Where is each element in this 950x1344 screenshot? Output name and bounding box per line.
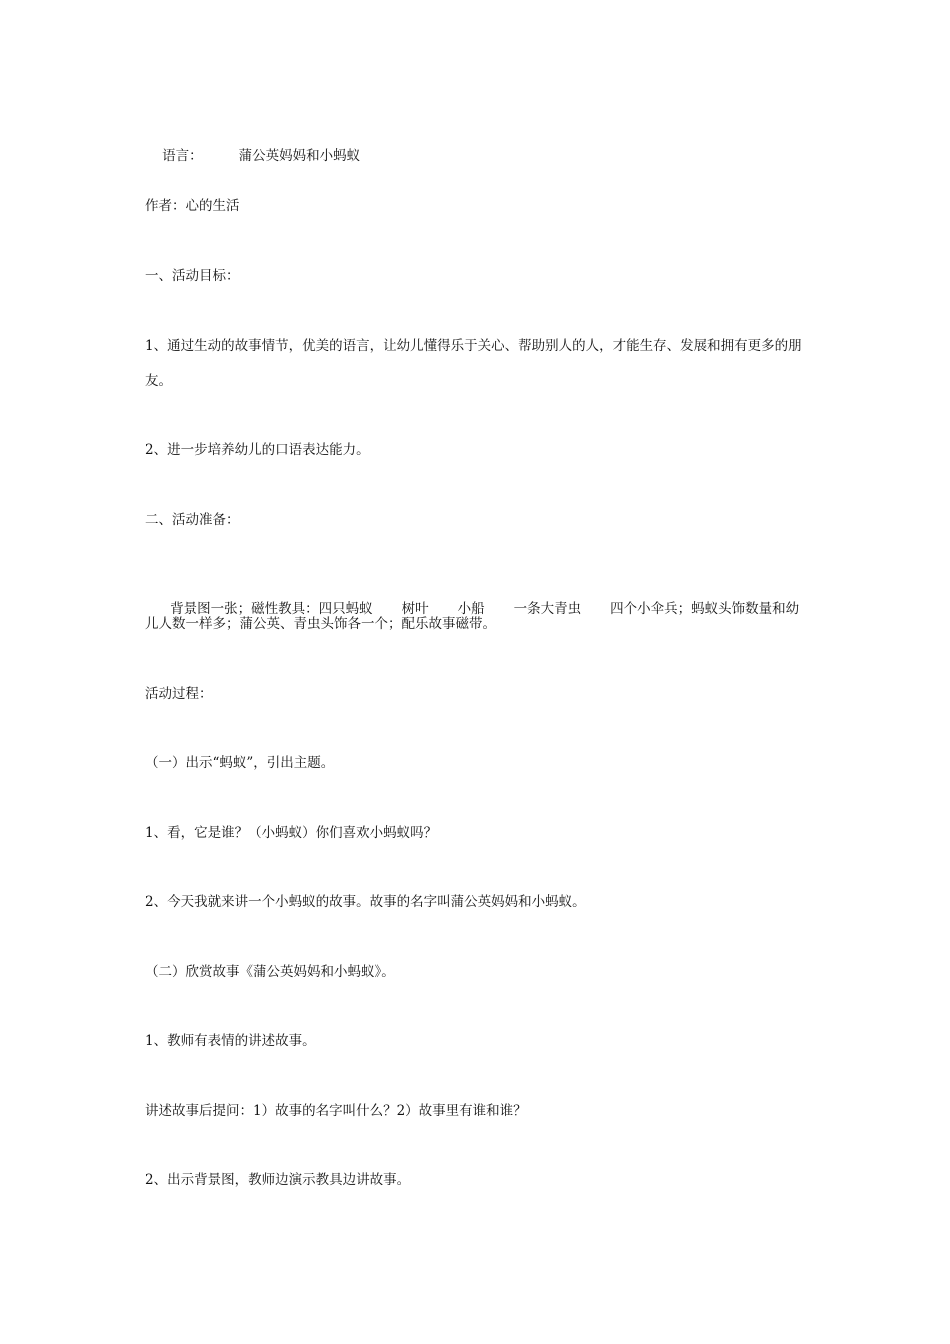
title-line <box>145 126 360 186</box>
preparation-line-2: 儿人数一样多；蒲公英、青虫头饰各一个；配乐故事磁带。 <box>145 616 496 632</box>
preparation-part-5: 四个小伞兵；蚂蚁头饰数量和幼 <box>610 601 800 617</box>
preparation-part-2: 树叶 <box>401 601 429 617</box>
title-label: 语言： <box>162 148 203 164</box>
preparation-part-1: 背景图一张；磁性教具：四只蚂蚁 <box>170 601 373 617</box>
document-title: 蒲公英妈妈和小蚂蚁 <box>238 148 361 164</box>
section-heading-goals: 一、活动目标： <box>145 268 240 284</box>
process-heading: 活动过程： <box>145 686 213 702</box>
step-1-heading: （一）出示“蚂蚁”，引出主题。 <box>145 755 335 771</box>
step-2-heading: （二）欣赏故事《蒲公英妈妈和小蚂蚁》。 <box>145 964 395 980</box>
preparation-part-3: 小船 <box>457 601 485 617</box>
step-1-item-2: 2、今天我就来讲一个小蚂蚁的故事。故事的名字叫蒲公英妈妈和小蚂蚁。 <box>145 894 586 910</box>
step-2-questions: 讲述故事后提问：1）故事的名字叫什么？2）故事里有谁和谁？ <box>145 1103 527 1119</box>
section-heading-preparation: 二、活动准备： <box>145 512 240 528</box>
author-line: 作者：心的生活 <box>145 198 240 214</box>
step-2-item-1: 1、教师有表情的讲述故事。 <box>145 1033 316 1049</box>
goal-item-1-line-1: 1、通过生动的故事情节，优美的语言，让幼儿懂得乐于关心、帮助别人的人，才能生存、发展和拥有更多的朋 <box>145 338 802 354</box>
step-1-item-1: 1、看，它是谁？（小蚂蚁）你们喜欢小蚂蚁吗？ <box>145 825 438 841</box>
goal-item-2: 2、进一步培养幼儿的口语表达能力。 <box>145 442 370 458</box>
goal-item-1-line-2: 友。 <box>145 373 172 389</box>
step-2-item-2: 2、出示背景图，教师边演示教具边讲故事。 <box>145 1172 411 1188</box>
preparation-part-4: 一条大青虫 <box>513 601 582 617</box>
